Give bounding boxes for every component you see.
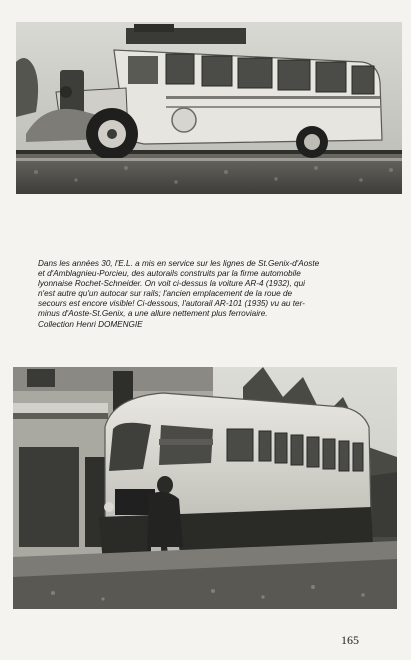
caption-credit: Collection Henri DOMENGIE: [38, 319, 143, 329]
caption-line: minus d'Aoste-St.Genix, a une allure nettement plus ferroviaire.: [38, 309, 268, 319]
photo-ar4-railbus: [16, 22, 402, 194]
photo-caption: [38, 259, 383, 330]
caption-line: secours est encore visible! Ci-dessous, l'autorail AR-101 (1935) vu au ter-: [38, 299, 305, 309]
caption-line: n'est autre qu'un autocar sur rails; l'ancien emplacement de la roue de: [38, 289, 293, 299]
caption-line: Dans les années 30, l'E.L. a mis en service sur les lignes de St.Genix-d'Aoste: [38, 259, 320, 268]
caption-line: et d'Amblagnieu-Porcieu, des autorails construits par la firme automobile: [38, 269, 301, 279]
photo-ar101-railcar: [13, 367, 397, 609]
caption-line: lyonnaise Rochet-Schneider. On voit ci-dessus la voiture AR-4 (1932), qui: [38, 279, 305, 289]
page-number: 165: [341, 633, 359, 647]
